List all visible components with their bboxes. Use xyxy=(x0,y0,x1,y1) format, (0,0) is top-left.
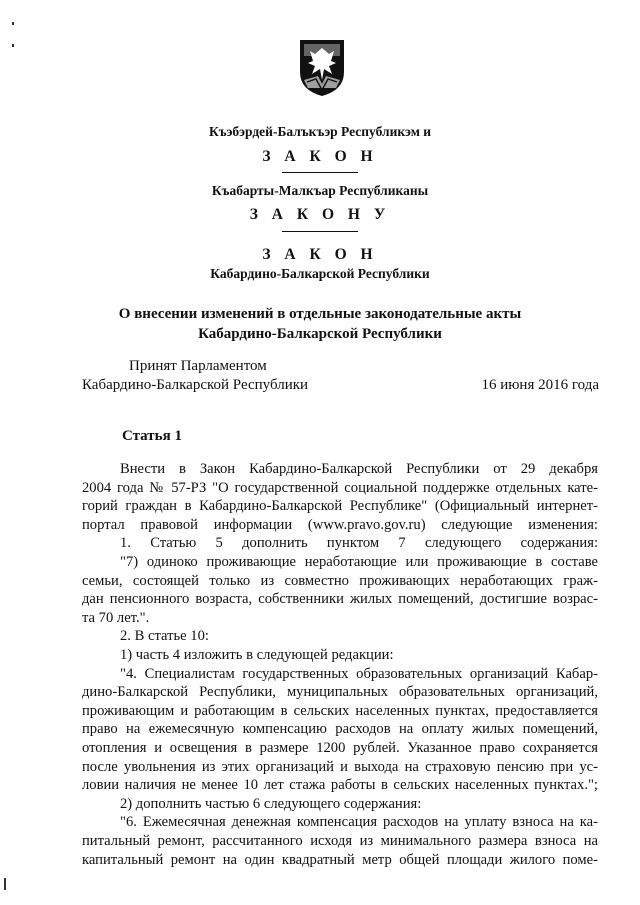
header-zakon-russian: З А К О Н xyxy=(262,246,378,263)
text-line: отопления и освещения в размере 1200 рублей. Указанное право сохраняется xyxy=(82,740,598,756)
text-line: право на ежемесячную компенсацию расходов на оплату жилых помещений, xyxy=(82,721,598,738)
text-line: 2. В статье 10: xyxy=(120,628,209,645)
document-title-line-1: О внесении изменений в отдельные законодательные акты xyxy=(118,306,522,322)
header-line-russian: Кабардино-Балкарской Республики xyxy=(210,266,430,281)
text-line: 1. Статью 5 дополнить пунктом 7 следующего содержания: xyxy=(120,535,598,552)
header-zakon-kabardian: З А К О Н xyxy=(262,148,378,165)
text-line: Внести в Закон Кабардино-Балкарской Республики от 29 декабря xyxy=(120,461,598,477)
text-line: проживающим и работающим в сельских населенных пунктах, предоставляется xyxy=(82,702,598,719)
scan-mark xyxy=(4,878,6,890)
text-line: "7) одиноко проживающие неработающие или проживающие в составе xyxy=(120,554,598,570)
text-line: "6. Ежемесячная денежная компенсация расходов на уплату взноса на ка- xyxy=(120,814,598,831)
header-line-balkar: Къабарты-Малкъар Республиканы xyxy=(211,183,429,198)
scan-mark xyxy=(12,22,14,25)
header-zakon-balkar: З А К О Н У xyxy=(249,206,391,223)
text-line: ловии наличия не менее 10 лет стажа работы в сельских населенных пунктах."; xyxy=(82,777,598,794)
text-line: 2) дополнить частью 6 следующего содержания: xyxy=(120,795,422,812)
text-line: портал правовой информации (www.pravo.gov.ru) следующие изменения: xyxy=(82,516,598,533)
document-title-line-2: Кабардино-Балкарской Республики xyxy=(198,326,442,342)
text-line: та 70 лет.". xyxy=(82,609,150,626)
adoption-date: 16 июня 2016 года xyxy=(481,377,599,393)
text-line: "4. Специалистам государственных образовательных организаций Кабар- xyxy=(120,665,598,682)
text-line: дино-Балкарской Республики, муниципальных образовательных организаций, xyxy=(82,684,598,701)
adopted-by: Принят Парламентом xyxy=(129,358,267,374)
divider xyxy=(282,231,358,232)
scan-mark xyxy=(12,44,14,47)
text-line: 2004 года № 57-РЗ "О государственной социальной поддержке отдельных кате- xyxy=(82,479,598,496)
text-line: дан пенсионного возраста, собственники жилых помещений, достигшие возрас- xyxy=(82,591,598,608)
adopted-by-parliament: Кабардино-Балкарской Республики xyxy=(82,377,309,393)
coat-of-arms-emblem xyxy=(296,36,348,98)
text-line: горий граждан в Кабардино-Балкарской Республике" (Официальный интернет- xyxy=(82,498,598,515)
text-line: 1) часть 4 изложить в следующей редакции: xyxy=(120,647,394,663)
text-line: после увольнения из этих организаций и выхода на страховую пенсию при ус- xyxy=(82,758,598,775)
header-line-kabardian: Къэбэрдей-Балъкъэр Республикэм и xyxy=(208,124,432,139)
text-line: семьи, состоящей только из совместно проживающих неработающих граж- xyxy=(82,572,598,589)
text-line: питальный ремонт, рассчитанного исходя из минимального размера взноса на xyxy=(82,833,598,849)
article-heading: Статья 1 xyxy=(122,428,182,444)
divider xyxy=(282,172,358,173)
text-line: капитальный ремонт на один квадратный метр общей площади жилого поме- xyxy=(82,851,598,868)
